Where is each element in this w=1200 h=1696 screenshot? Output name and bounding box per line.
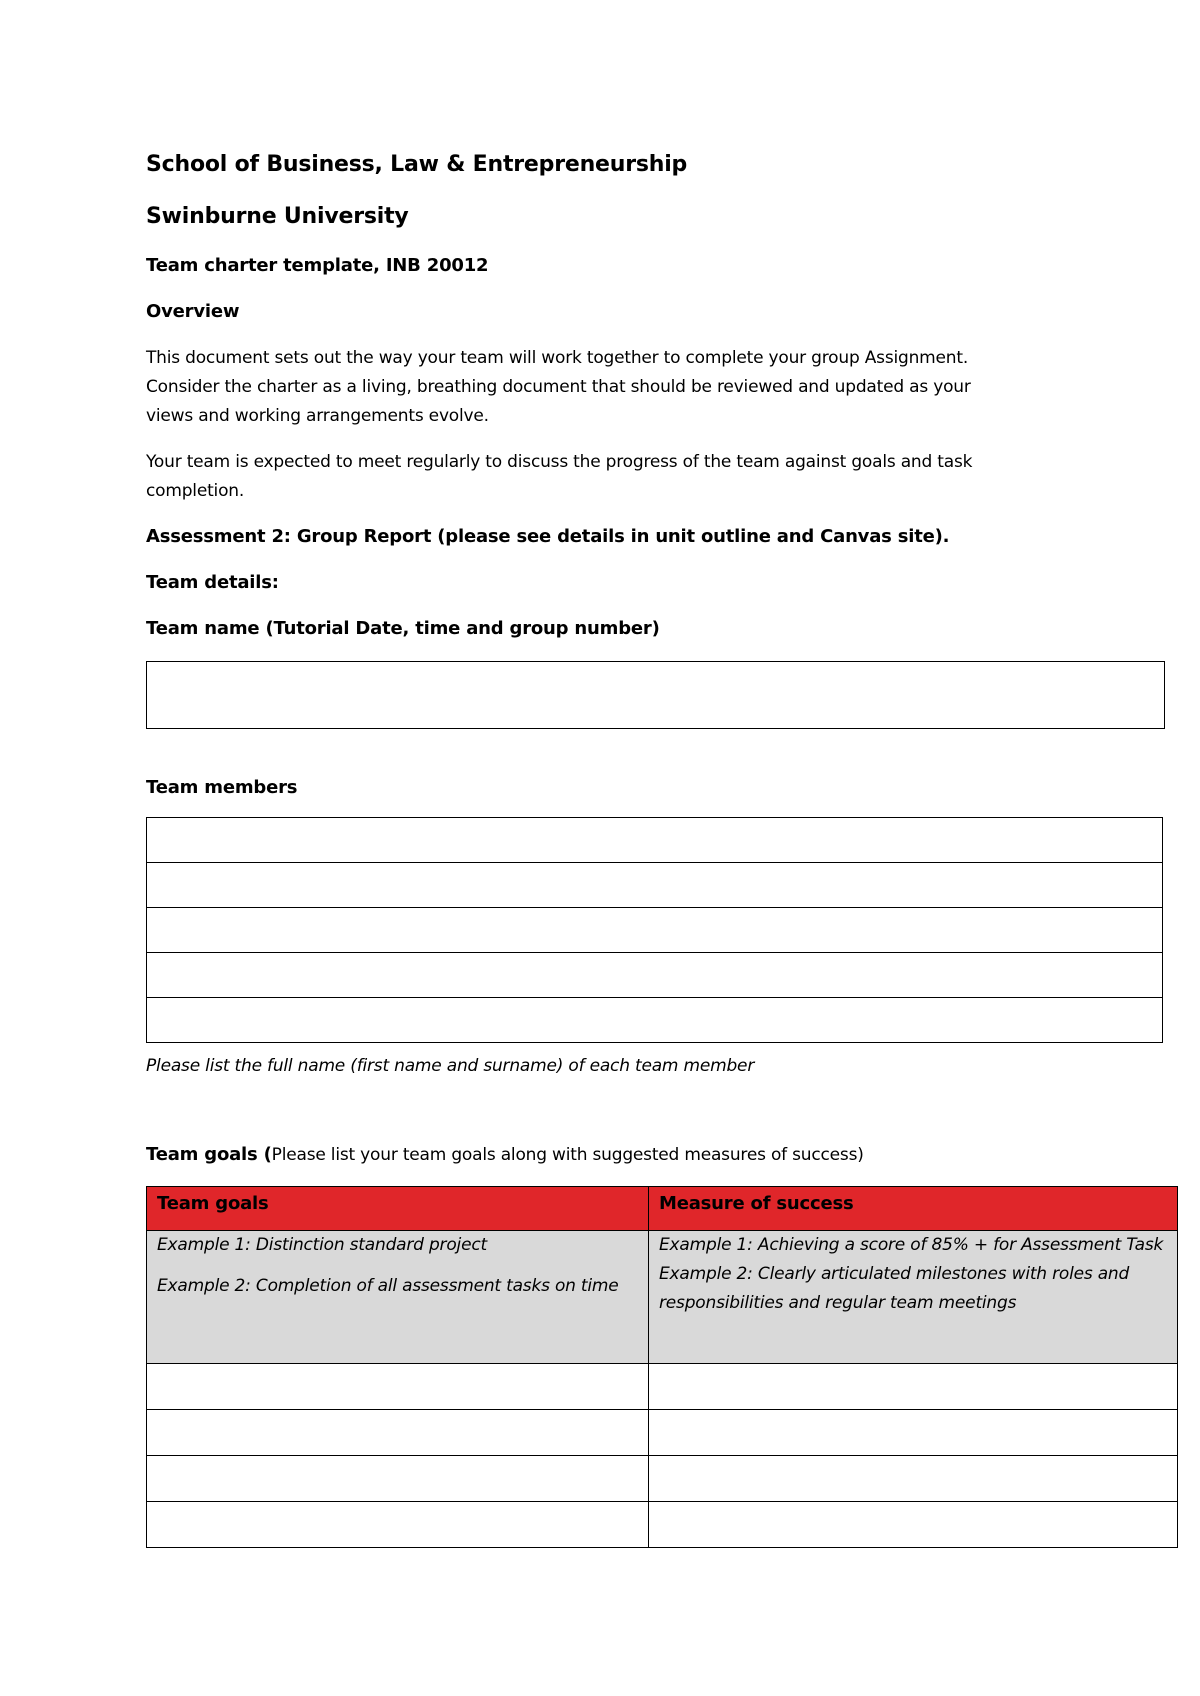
team-members-table <box>146 817 1163 1043</box>
table-row <box>147 818 1163 863</box>
measure-cell[interactable] <box>649 1456 1178 1502</box>
goal-cell[interactable] <box>147 1456 649 1502</box>
team-members-heading: Team members <box>146 777 298 798</box>
measure-cell[interactable] <box>649 1410 1178 1456</box>
table-row <box>147 1456 1178 1502</box>
column-header-team-goals: Team goals <box>147 1187 649 1231</box>
measure-cell[interactable] <box>649 1364 1178 1410</box>
team-goals-heading <box>146 1144 864 1165</box>
overview-line: Consider the charter as a living, breathing document that should be reviewed and updated as your <box>146 377 971 397</box>
table-row <box>147 1502 1178 1548</box>
template-title: Team charter template, INB 20012 <box>146 255 489 276</box>
overview-line: This document sets out the way your team will work together to complete your group Assignment. <box>146 348 969 368</box>
member-name-cell[interactable] <box>147 863 1163 908</box>
example-goal-2: Example 2: Completion of all assessment tasks on time <box>157 1276 619 1296</box>
example-goals-cell <box>147 1231 649 1364</box>
goal-cell[interactable] <box>147 1364 649 1410</box>
table-row <box>147 953 1163 998</box>
team-members-note: Please list the full name (first name and surname) of each team member <box>146 1056 755 1076</box>
member-name-cell[interactable] <box>147 908 1163 953</box>
overview-paragraph-2 <box>146 448 972 506</box>
member-name-cell[interactable] <box>147 998 1163 1043</box>
example-measure-1: Example 1: Achieving a score of 85% + for Assessment Task <box>659 1235 1164 1255</box>
overview-line: Your team is expected to meet regularly to discuss the progress of the team against goals and task <box>146 452 973 472</box>
team-details-heading: Team details: <box>146 572 279 593</box>
overview-heading: Overview <box>146 301 240 322</box>
table-row <box>147 1364 1178 1410</box>
overview-line: views and working arrangements evolve. <box>146 406 489 426</box>
team-goals-table <box>146 1186 1178 1548</box>
team-goals-heading-normal: Please list your team goals along with suggested measures of success) <box>271 1145 864 1165</box>
team-name-field[interactable] <box>146 661 1165 729</box>
example-goal-1: Example 1: Distinction standard project <box>157 1235 487 1255</box>
table-row <box>147 998 1163 1043</box>
column-header-measure-of-success: Measure of success <box>649 1187 1178 1231</box>
example-measure-2: Example 2: Clearly articulated milestones with roles and responsibilities and regular team meetings <box>659 1264 1130 1313</box>
goal-cell[interactable] <box>147 1410 649 1456</box>
example-measures-cell <box>649 1231 1178 1364</box>
table-row <box>147 1410 1178 1456</box>
university-heading: Swinburne University <box>146 204 409 229</box>
assessment-heading: Assessment 2: Group Report (please see details in unit outline and Canvas site). <box>146 526 950 547</box>
member-name-cell[interactable] <box>147 818 1163 863</box>
goal-cell[interactable] <box>147 1502 649 1548</box>
member-name-cell[interactable] <box>147 953 1163 998</box>
table-header-row <box>147 1187 1178 1231</box>
measure-cell[interactable] <box>649 1502 1178 1548</box>
team-goals-heading-bold: Team goals ( <box>146 1144 272 1165</box>
team-name-label: Team name (Tutorial Date, time and group number) <box>146 618 660 639</box>
table-row <box>147 863 1163 908</box>
overview-paragraph-1 <box>146 344 971 431</box>
school-heading: School of Business, Law & Entrepreneurship <box>146 152 688 177</box>
overview-line: completion. <box>146 481 245 501</box>
example-row <box>147 1231 1178 1364</box>
table-row <box>147 908 1163 953</box>
